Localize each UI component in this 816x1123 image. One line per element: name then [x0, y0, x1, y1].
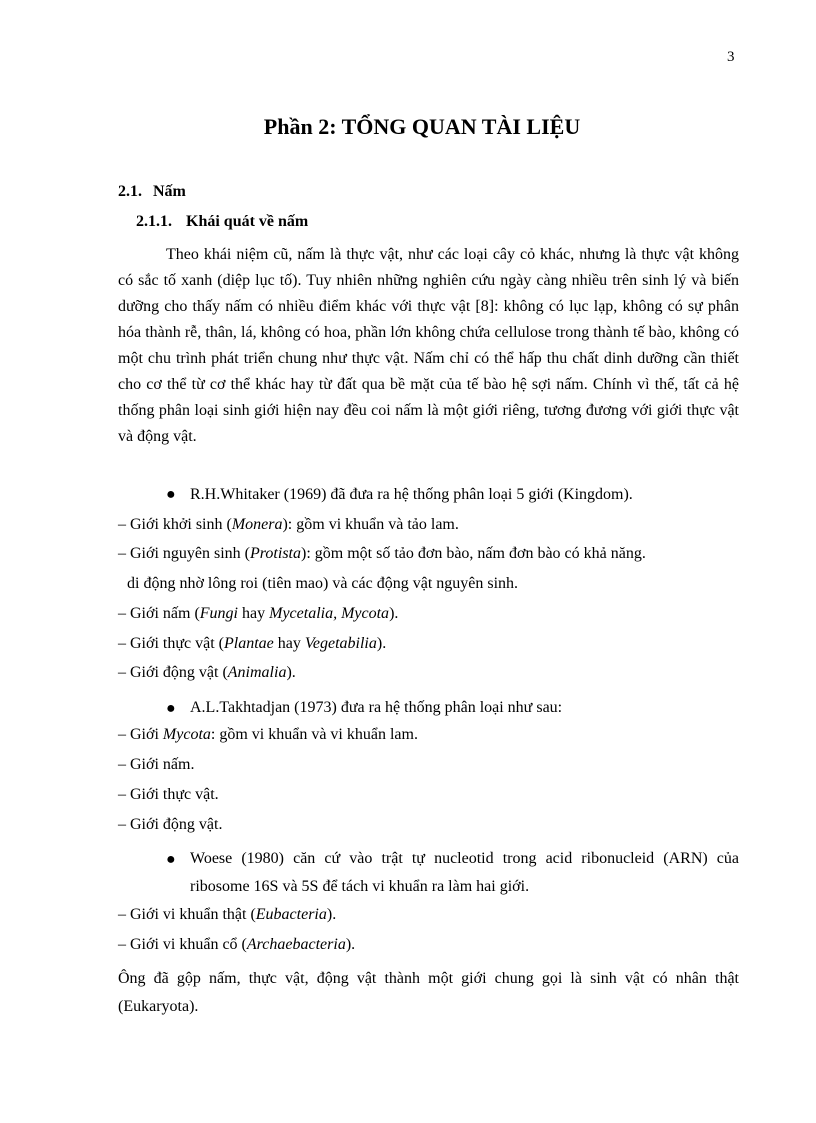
whitaker-bullet-text: R.H.Whitaker (1969) đã đưa ra hệ thống phân loại 5 giới (Kingdom).	[190, 486, 633, 503]
list-item-protista: – Giới nguyên sinh (Protista): gồm một số tảo đơn bào, nấm đơn bào có khả năng.	[118, 545, 646, 562]
bullet-icon: ●	[166, 851, 176, 868]
section-title: Nấm	[153, 183, 186, 200]
subsection-number: 2.1.1.	[136, 213, 172, 230]
bullet-icon: ●	[166, 700, 176, 717]
chapter-title: Phần 2: TỔNG QUAN TÀI LIỆU	[263, 114, 581, 139]
page-number: 3	[727, 49, 735, 65]
section-number: 2.1.	[118, 183, 142, 200]
takhtadjan-bullet-text: A.L.Takhtadjan (1973) đưa ra hệ thống phân loại như sau:	[190, 699, 563, 716]
subsection-heading	[136, 213, 308, 231]
list-item-nam: – Giới nấm.	[118, 756, 195, 773]
list-item-thuc-vat: – Giới thực vật.	[118, 786, 219, 803]
list-item-protista-continued: di động nhờ lông roi (tiên mao) và các động vật nguyên sinh.	[127, 575, 519, 592]
list-item-eubacteria: – Giới vi khuẩn thật (Eubacteria).	[118, 906, 337, 923]
list-item-animalia: – Giới động vật (Animalia).	[118, 664, 296, 681]
list-item-plantae: – Giới thực vật (Plantae hay Vegetabilia).	[118, 635, 387, 652]
intro-paragraph: Theo khái niệm cũ, nấm là thực vật, như các loại cây cỏ khác, nhưng là thực vật không có sắc tố xanh (diệp lục tố). Tuy nhiên những nghiên cứu ngày càng nhiều trên sinh lý và biến dưỡng cho thấy nấm có nhiều điểm khác với thực vật [8]: không có lục lạp, không có sự phân hóa thành rễ, thân, lá, không có hoa, phần lớn không chứa cellulose trong thành tế bào, không có một chu trình phát triển chung như thực vật. Nấm chỉ có thể hấp thu chất dinh dưỡng cần thiết cho cơ thể từ cơ thể khác hay từ đất qua bề mặt của tế bào hệ sợi nấm. Chính vì thế, tất cả hệ thống phân loại sinh giới hiện nay đều coi nấm là một giới riêng, tương đương với giới thực vật và động vật.	[118, 246, 739, 445]
list-item-dong-vat: – Giới động vật.	[118, 816, 223, 833]
list-item-mycota: – Giới Mycota: gồm vi khuẩn và vi khuẩn lam.	[118, 726, 418, 743]
list-item-fungi: – Giới nấm (Fungi hay Mycetalia, Mycota).	[118, 605, 399, 622]
bullet-icon: ●	[166, 486, 176, 503]
list-item-archaebacteria: – Giới vi khuẩn cổ (Archaebacteria).	[118, 936, 356, 953]
list-item-monera: – Giới khởi sinh (Monera): gồm vi khuẩn và tảo lam.	[118, 516, 459, 533]
section-heading	[118, 183, 186, 201]
closing-paragraph: Ông đã gộp nấm, thực vật, động vật thành một giới chung gọi là sinh vật có nhân thật (Eukaryota).	[118, 970, 739, 1015]
woese-bullet-text: Woese (1980) căn cứ vào trật tự nucleotid trong acid ribonucleid (ARN) của ribosome 16S và 5S để tách vi khuẩn ra làm hai giới.	[190, 850, 739, 895]
subsection-title: Khái quát về nấm	[186, 213, 309, 230]
